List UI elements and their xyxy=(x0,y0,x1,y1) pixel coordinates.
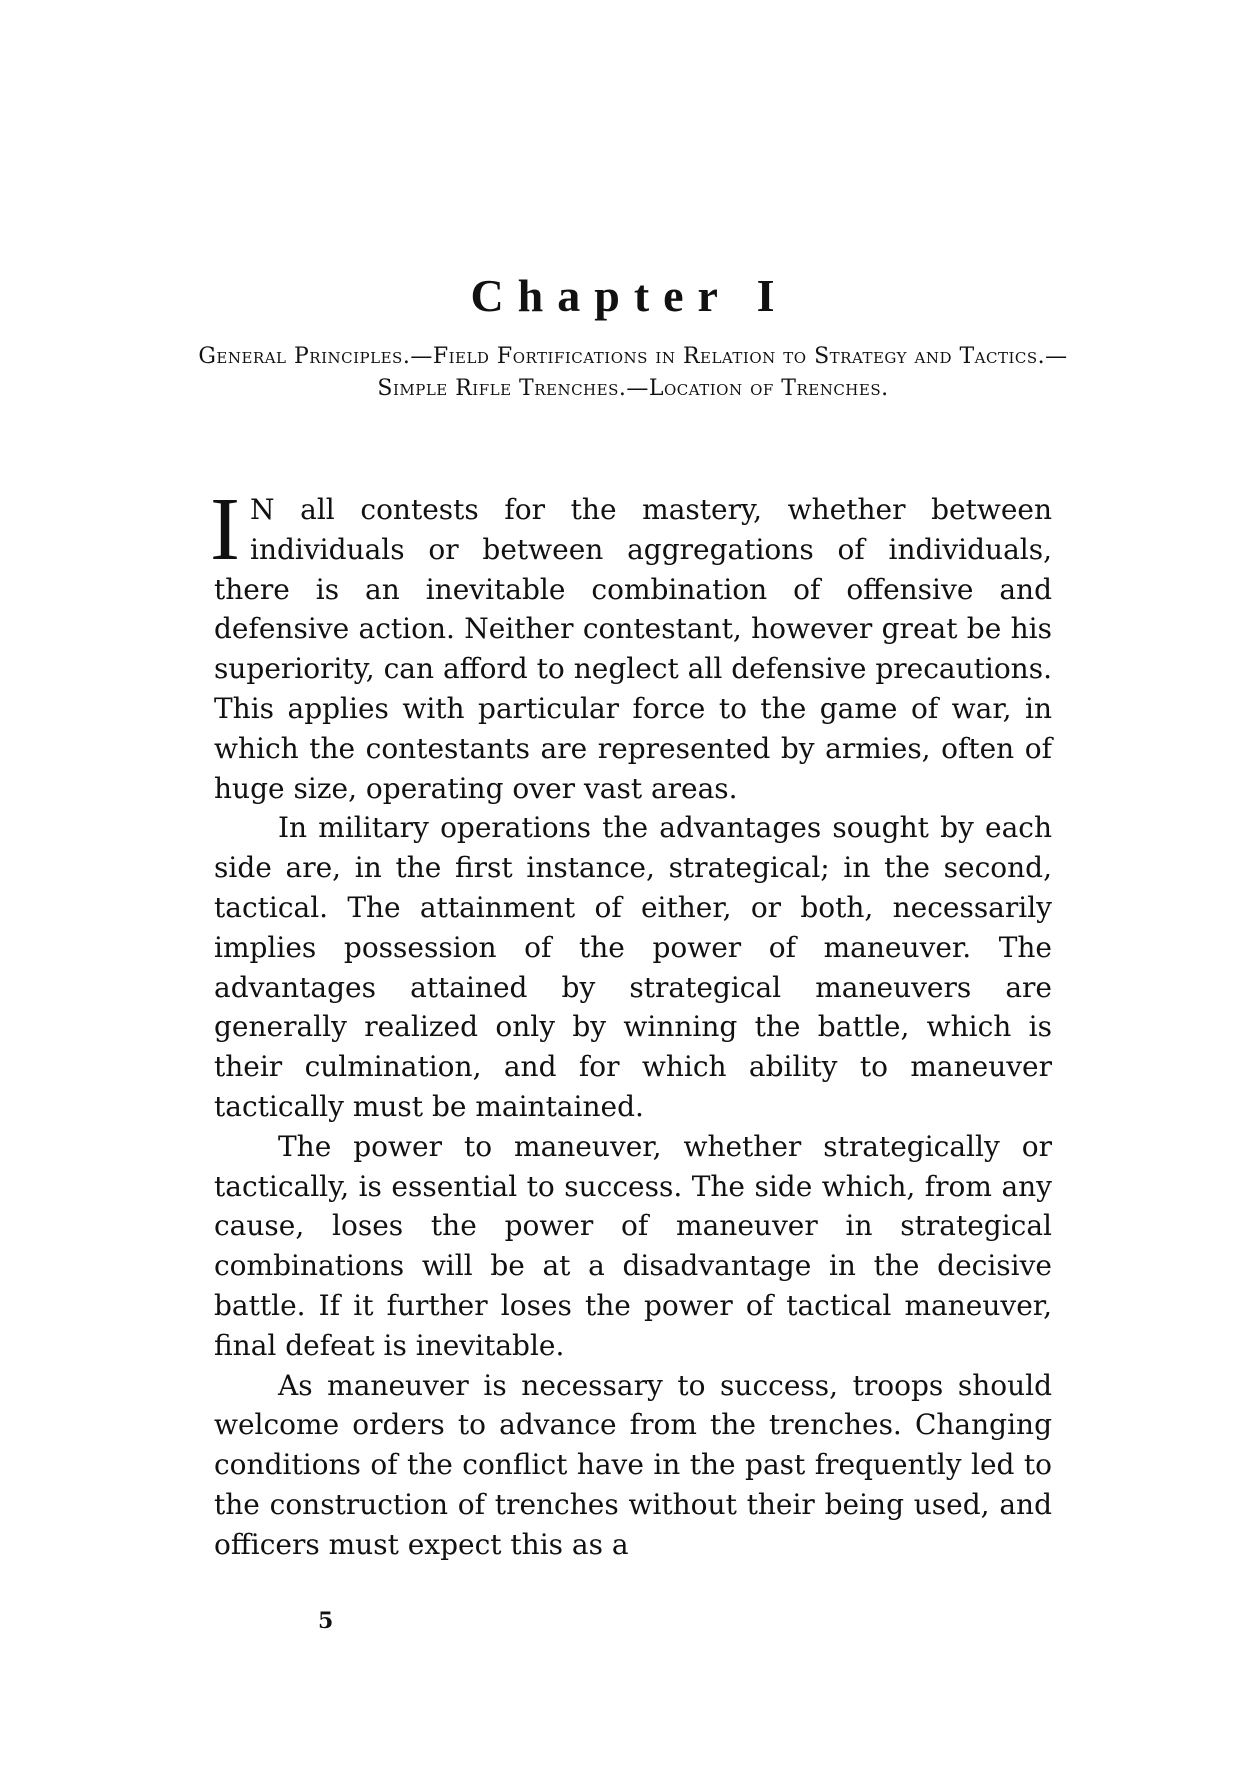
body-text xyxy=(210,480,1052,1565)
page-number: 5 xyxy=(318,1608,334,1634)
drop-cap: I xyxy=(210,480,240,579)
paragraph-1 xyxy=(210,480,1052,808)
paragraph-1-text: all contests for the mastery, whether between individuals or between aggregations of individuals, there is an inevitable combination of offensive and defensive action. Neither contestant, however great be his superiority, can afford to neglect all defensive precautions. This applies with particular force to the game of war, in which the contestants are represented by armies, often of huge size, operating over vast areas. xyxy=(214,493,1052,805)
chapter-subtitle: General Principles.—Field Fortifications in Relation to Strategy and Tactics.—Simple Rifle Trenches.—Location of Trenches. xyxy=(198,344,1068,401)
paragraph-2: In military operations the advantages sought by each side are, in the first instance, strategical; in the second, tactical. The attainment of either, or both, necessarily implies possession of the power of maneuver. The advantages attained by strategical maneuvers are generally realized only by winning the battle, which is their culmination, and for which ability to maneuver tactically must be maintained. xyxy=(214,811,1052,1123)
first-word-rest: N xyxy=(249,493,275,526)
paragraph-4: As maneuver is necessary to success, troops should welcome orders to advance from the trenches. Changing conditions of the conflict have in the past frequently led to the construction of trenches without their being used, and officers must expect this as a xyxy=(214,1368,1052,1561)
paragraph-3: The power to maneuver, whether strategically or tactically, is essential to success. The side which, from any cause, loses the power of maneuver in strategical combinations will be at a disadvantage in the decisive battle. If it further loses the power of tactical maneuver, final defeat is inevitable. xyxy=(214,1129,1052,1362)
chapter-title: Chapter I xyxy=(470,270,789,321)
